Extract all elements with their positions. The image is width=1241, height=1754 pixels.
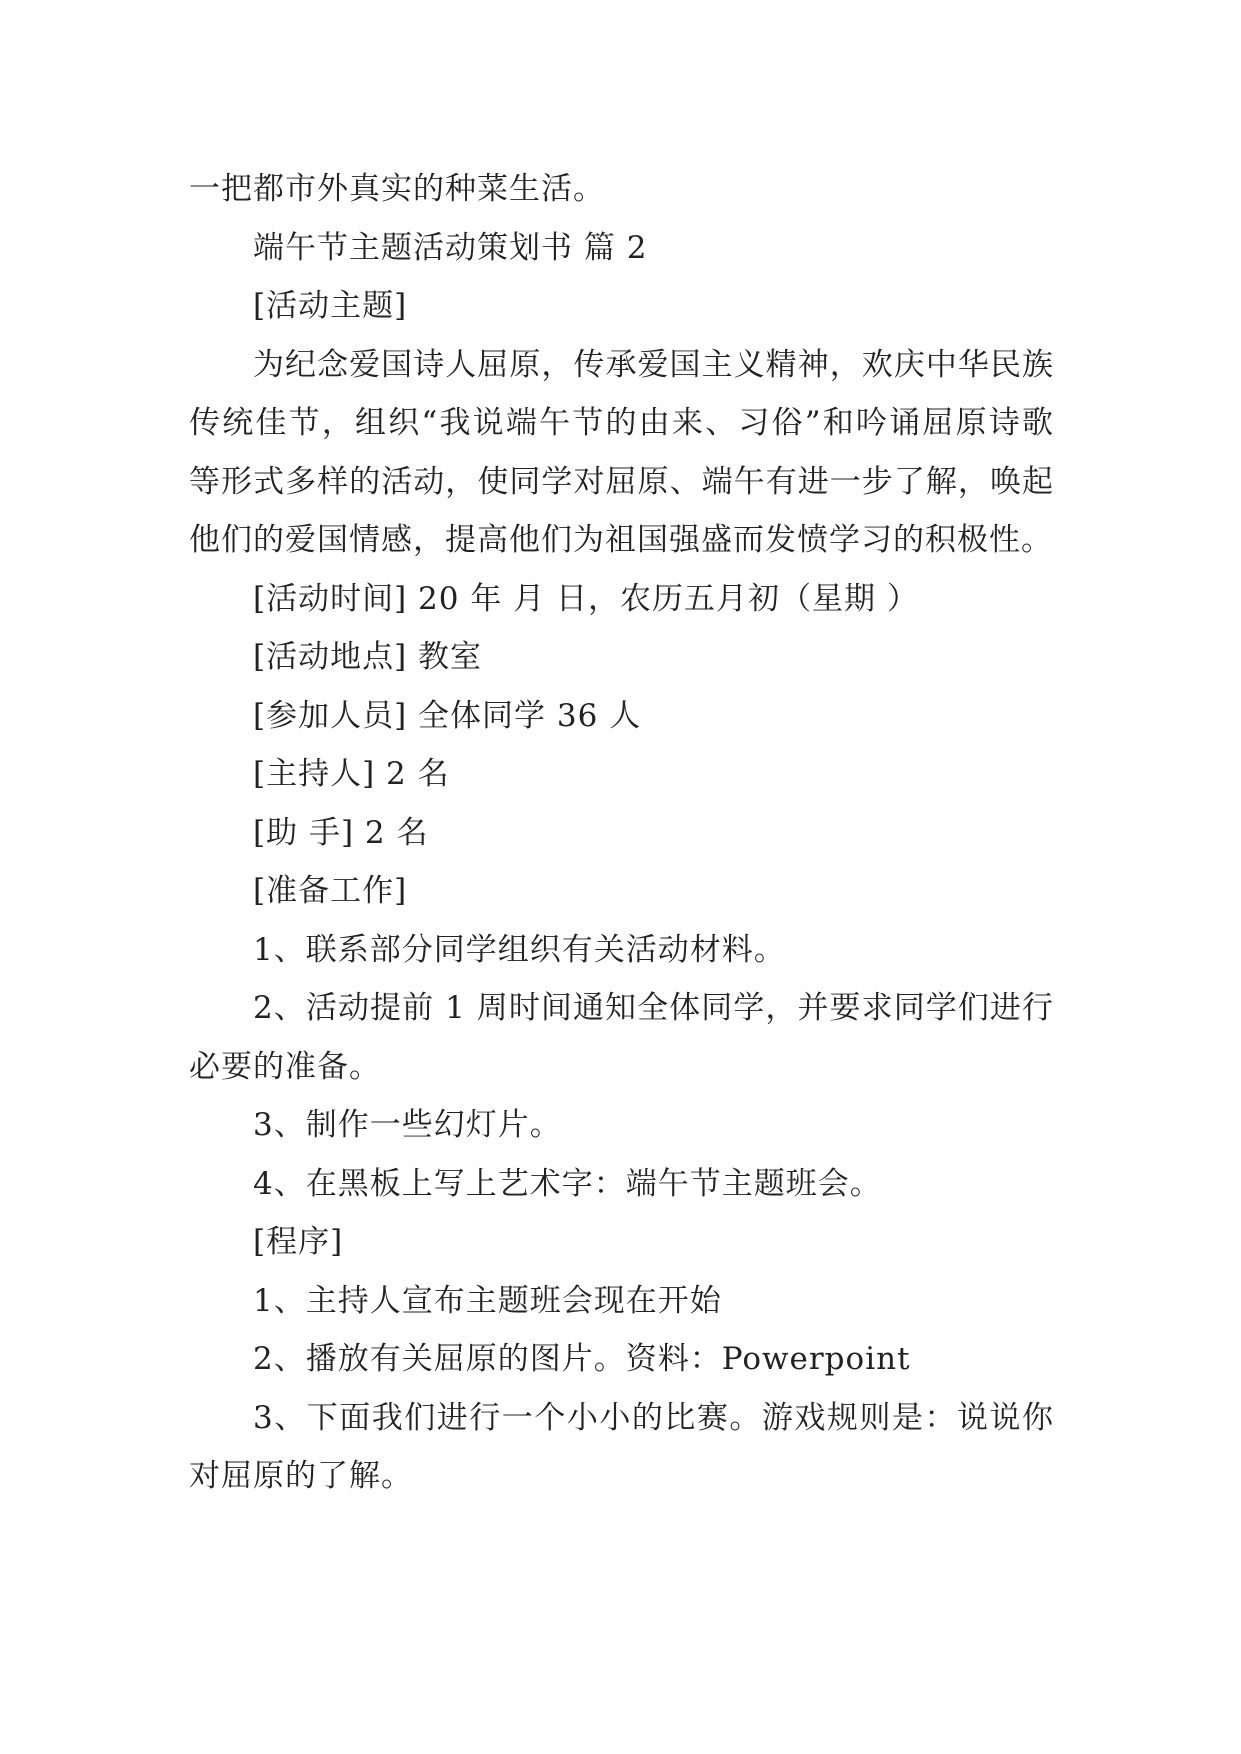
preparation-item-1: 1、联系部分同学组织有关活动材料。 (253, 931, 786, 968)
label-activity-theme: [活动主题] (253, 288, 408, 324)
document-body (189, 160, 1054, 1506)
procedure-item-2: 2、播放有关屈原的图片。资料：Powerpoint (253, 1341, 911, 1377)
preparation-item-2: 2、活动提前 1 周时间通知全体同学，并要求同学们进行必要的准备。 (189, 990, 1054, 1085)
label-assistant: [助 手] 2 名 (253, 814, 429, 851)
label-participants: [参加人员] 全体同学 36 人 (253, 697, 642, 734)
paragraph-theme-description: 为纪念爱国诗人屈原，传承爱国主义精神，欢庆中华民族传统佳节，组织“我说端午节的由来、习俗”和吟诵屈原诗歌等形式多样的活动，使同学对屈原、端午有进一步了解，唤起他们的爱国情感，提高他们为祖国强盛而发愤学习的积极性。 (189, 346, 1054, 558)
procedure-item-3: 3、下面我们进行一个小小的比赛。游戏规则是：说说你对屈原的了解。 (189, 1399, 1054, 1494)
procedure-item-1: 1、主持人宣布主题班会现在开始 (253, 1282, 722, 1319)
paragraph-continuation: 一把都市外真实的种菜生活。 (189, 171, 605, 207)
section-heading: 端午节主题活动策划书 篇 2 (253, 229, 648, 266)
label-preparation: [准备工作] (253, 873, 408, 909)
preparation-item-4: 4、在黑板上写上艺术字：端午节主题班会。 (253, 1165, 882, 1202)
label-activity-location: [活动地点] 教室 (253, 639, 483, 675)
label-activity-time: [活动时间] 20 年 月 日，农历五月初（星期 ） (253, 580, 919, 617)
label-procedure: [程序] (253, 1224, 344, 1260)
preparation-item-3: 3、制作一些幻灯片。 (253, 1107, 562, 1143)
label-host: [主持人] 2 名 (253, 756, 450, 792)
